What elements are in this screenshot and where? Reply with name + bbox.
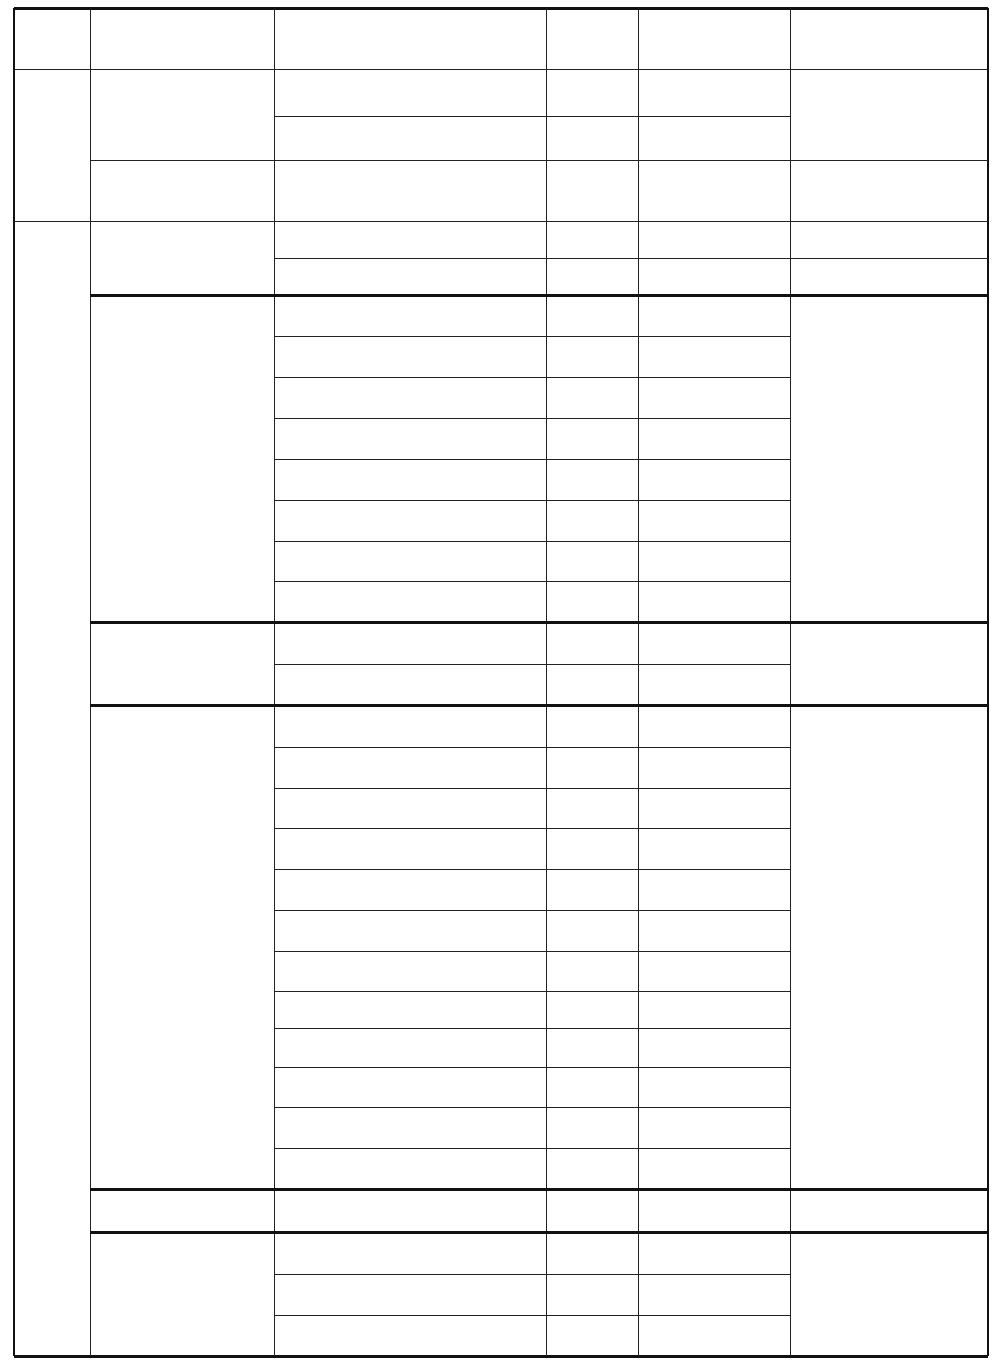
study-mode-cell xyxy=(638,788,790,828)
row-divider xyxy=(274,991,790,992)
duration-cell xyxy=(546,1315,638,1356)
category-cell xyxy=(90,160,274,221)
study-mode-cell xyxy=(638,622,790,664)
major-cell xyxy=(274,991,546,1028)
duration-cell xyxy=(546,828,638,869)
row-divider xyxy=(274,459,790,460)
study-mode-cell xyxy=(638,160,790,221)
major-cell xyxy=(274,116,546,160)
row-divider xyxy=(274,788,790,789)
duration-cell xyxy=(546,541,638,581)
duration-cell xyxy=(546,377,638,418)
row-divider xyxy=(274,500,790,501)
major-cell xyxy=(274,160,546,221)
duration-cell xyxy=(546,869,638,910)
study-mode-cell xyxy=(638,69,790,116)
duration-cell xyxy=(546,788,638,828)
major-cell xyxy=(274,1028,546,1067)
duration-cell xyxy=(546,1028,638,1067)
row-divider xyxy=(274,828,790,829)
duration-cell xyxy=(546,1189,638,1232)
row-divider xyxy=(274,541,790,542)
study-mode-cell xyxy=(638,664,790,705)
major-cell xyxy=(274,828,546,869)
tuition-cell xyxy=(790,1189,988,1232)
level-cell xyxy=(14,221,90,1356)
group-divider xyxy=(90,621,988,624)
study-mode-cell xyxy=(638,295,790,336)
duration-cell xyxy=(546,910,638,951)
duration-cell xyxy=(546,991,638,1028)
tuition-cell xyxy=(790,622,988,705)
row-divider xyxy=(274,581,790,582)
row-divider xyxy=(274,664,790,665)
duration-cell xyxy=(546,747,638,788)
study-mode-cell xyxy=(638,1189,790,1232)
study-mode-cell xyxy=(638,869,790,910)
table-top-border xyxy=(14,7,988,10)
duration-cell xyxy=(546,336,638,377)
header-major xyxy=(274,8,546,69)
tuition-cell xyxy=(790,1232,988,1356)
category-cell xyxy=(90,1232,274,1356)
column-divider xyxy=(638,8,639,1356)
major-cell xyxy=(274,541,546,581)
major-cell xyxy=(274,1148,546,1189)
row-divider xyxy=(274,1067,790,1068)
duration-cell xyxy=(546,500,638,541)
header-study-mode xyxy=(638,8,790,69)
header-level xyxy=(14,8,90,69)
major-cell xyxy=(274,622,546,664)
row-divider xyxy=(274,747,790,748)
row-divider xyxy=(274,951,790,952)
row-divider xyxy=(274,1148,790,1149)
table-bottom-border xyxy=(14,1355,988,1358)
major-cell xyxy=(274,377,546,418)
group-divider xyxy=(90,1231,988,1234)
category-cell xyxy=(90,295,274,622)
tuition-cell xyxy=(790,295,988,622)
duration-cell xyxy=(546,1232,638,1274)
duration-cell xyxy=(546,622,638,664)
major-cell xyxy=(274,951,546,991)
major-cell xyxy=(274,747,546,788)
duration-cell xyxy=(546,418,638,459)
column-divider xyxy=(274,8,275,1356)
level-divider xyxy=(14,221,988,222)
study-mode-cell xyxy=(638,951,790,991)
column-divider xyxy=(546,8,547,1356)
header-divider xyxy=(14,69,988,70)
study-mode-cell xyxy=(638,747,790,788)
study-mode-cell xyxy=(638,1232,790,1274)
major-cell xyxy=(274,1315,546,1356)
tuition-cell xyxy=(790,160,988,221)
major-cell xyxy=(274,336,546,377)
duration-cell xyxy=(546,160,638,221)
row-divider xyxy=(274,910,790,911)
major-cell xyxy=(274,869,546,910)
duration-cell xyxy=(546,581,638,622)
study-mode-cell xyxy=(638,221,790,258)
group-divider xyxy=(90,1188,988,1191)
duration-cell xyxy=(546,258,638,295)
category-cell xyxy=(90,1189,274,1232)
duration-cell xyxy=(546,705,638,747)
column-divider xyxy=(790,8,791,1356)
major-cell xyxy=(274,418,546,459)
major-cell xyxy=(274,69,546,116)
major-cell xyxy=(274,910,546,951)
study-mode-cell xyxy=(638,258,790,295)
study-mode-cell xyxy=(638,116,790,160)
major-cell xyxy=(274,221,546,258)
study-mode-cell xyxy=(638,910,790,951)
study-mode-cell xyxy=(638,1107,790,1148)
study-mode-cell xyxy=(638,377,790,418)
group-divider xyxy=(90,704,988,707)
major-cell xyxy=(274,295,546,336)
tuition-cell xyxy=(790,258,988,295)
group-divider xyxy=(90,294,988,297)
tuition-cell xyxy=(790,69,988,160)
tuition-cell xyxy=(790,221,988,258)
study-mode-cell xyxy=(638,500,790,541)
duration-cell xyxy=(546,221,638,258)
row-divider xyxy=(274,377,790,378)
duration-cell xyxy=(546,116,638,160)
header-tuition xyxy=(790,8,988,69)
study-mode-cell xyxy=(638,581,790,622)
header-category xyxy=(90,8,274,69)
study-mode-cell xyxy=(638,828,790,869)
row-divider xyxy=(274,418,790,419)
major-cell xyxy=(274,664,546,705)
major-cell xyxy=(274,705,546,747)
header-duration xyxy=(546,8,638,69)
row-divider xyxy=(274,336,790,337)
row-divider xyxy=(274,1028,790,1029)
duration-cell xyxy=(546,664,638,705)
study-mode-cell xyxy=(638,705,790,747)
major-cell xyxy=(274,1274,546,1315)
major-cell xyxy=(274,1232,546,1274)
row-divider xyxy=(274,1274,790,1275)
category-cell xyxy=(90,69,274,160)
study-mode-cell xyxy=(638,1067,790,1107)
major-cell xyxy=(274,788,546,828)
duration-cell xyxy=(546,1067,638,1107)
category-cell xyxy=(90,705,274,1189)
category-cell xyxy=(90,221,274,295)
group-divider xyxy=(90,160,988,161)
major-cell xyxy=(274,581,546,622)
row-divider xyxy=(274,258,790,259)
category-cell xyxy=(90,622,274,705)
duration-cell xyxy=(546,69,638,116)
study-mode-cell xyxy=(638,541,790,581)
study-mode-cell xyxy=(638,1028,790,1067)
study-mode-cell xyxy=(638,418,790,459)
level-cell xyxy=(14,69,90,221)
duration-cell xyxy=(546,1274,638,1315)
tuition-cell xyxy=(790,705,988,1189)
study-mode-cell xyxy=(638,1274,790,1315)
fee-divider xyxy=(790,258,988,259)
duration-cell xyxy=(546,951,638,991)
study-mode-cell xyxy=(638,336,790,377)
row-divider xyxy=(274,1315,790,1316)
duration-cell xyxy=(546,459,638,500)
major-cell xyxy=(274,1067,546,1107)
study-mode-cell xyxy=(638,459,790,500)
column-divider xyxy=(13,8,15,1356)
row-divider xyxy=(274,869,790,870)
major-cell xyxy=(274,500,546,541)
row-divider xyxy=(274,116,790,117)
column-divider xyxy=(90,8,91,1356)
duration-cell xyxy=(546,1148,638,1189)
major-cell xyxy=(274,1189,546,1232)
study-mode-cell xyxy=(638,991,790,1028)
major-cell xyxy=(274,459,546,500)
duration-cell xyxy=(546,1107,638,1148)
study-mode-cell xyxy=(638,1148,790,1189)
study-mode-cell xyxy=(638,1315,790,1356)
major-cell xyxy=(274,1107,546,1148)
column-divider xyxy=(987,8,989,1356)
major-cell xyxy=(274,258,546,295)
duration-cell xyxy=(546,295,638,336)
row-divider xyxy=(274,1107,790,1108)
